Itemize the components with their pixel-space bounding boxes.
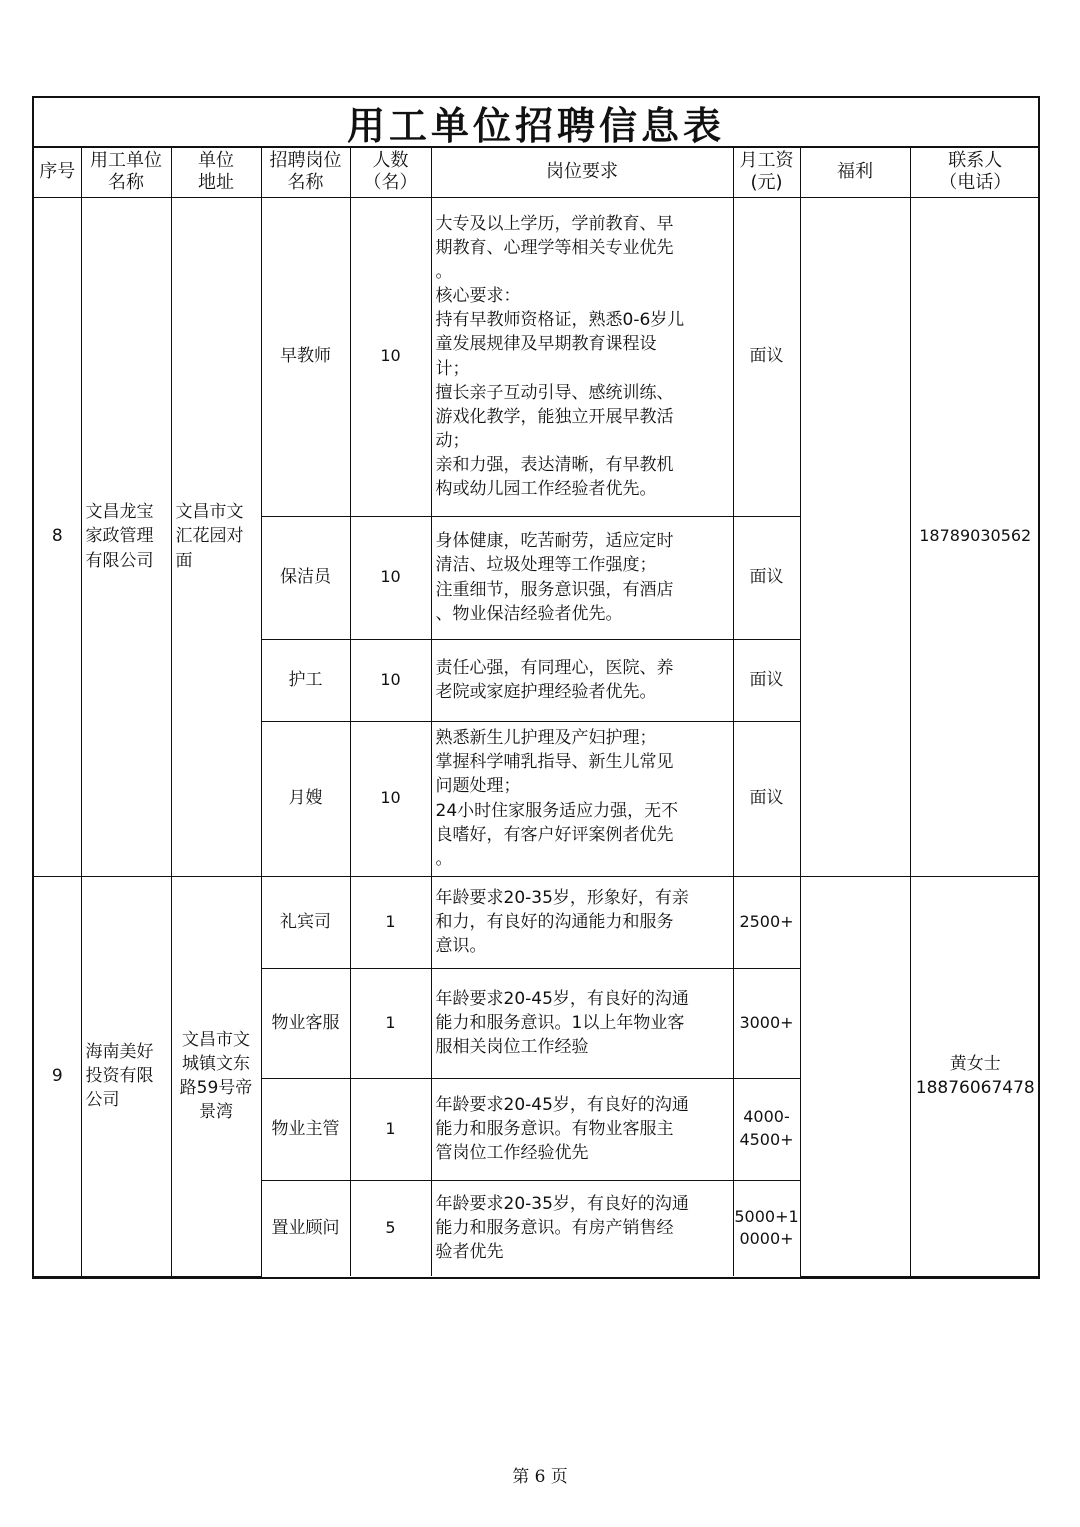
count-cell: 10: [350, 721, 431, 876]
requirements-cell: 年龄要求20-45岁，有良好的沟通 能力和服务意识。有物业客服主 管岗位工作经验优先: [431, 1078, 733, 1180]
position-cell: 置业顾问: [261, 1180, 350, 1276]
contact-phone: 18789030562: [919, 526, 1032, 546]
salary-cell: 面议: [733, 516, 800, 639]
table-title: 用工单位招聘信息表: [34, 98, 1038, 148]
requirements-cell: 大专及以上学历，学前教育、早 期教育、心理学等相关专业优先 。 核心要求： 持有早教师资格证，熟悉0-6岁儿 童发展规律及早期教育课程设 计； 擅长亲子互动引导、感统训练、 游戏化教学，能独立开展早教活 动； 亲和力强，表达清晰，有早教机 构或幼儿园工作经验者优先。: [431, 197, 733, 516]
company-name-cell: 文昌龙宝家政管理有限公司: [81, 197, 171, 876]
table-row: [34, 197, 1040, 516]
count-cell: 10: [350, 516, 431, 639]
salary-cell: 5000+10000+: [733, 1180, 800, 1276]
header-unit-name: 用工单位 名称: [81, 148, 171, 197]
header-row: [34, 148, 1040, 197]
company-name-cell: 海南美好投资有限公司: [81, 876, 171, 1276]
requirements-cell: 年龄要求20-45岁，有良好的沟通 能力和服务意识。1以上年物业客 服相关岗位工作经验: [431, 968, 733, 1078]
position-cell: 物业客服: [261, 968, 350, 1078]
position-cell: 保洁员: [261, 516, 350, 639]
company-address-cell: 文昌市文汇花园对面: [171, 197, 261, 876]
position-cell: 礼宾司: [261, 876, 350, 968]
header-unit-address: 单位 地址: [171, 148, 261, 197]
salary-cell: 面议: [733, 721, 800, 876]
position-cell: 月嫂: [261, 721, 350, 876]
benefits-cell: [800, 197, 910, 876]
contact-cell: [910, 197, 1040, 876]
contact-phone: 18876067478: [915, 1078, 1035, 1098]
salary-cell: 2500+: [733, 876, 800, 968]
count-cell: 5: [350, 1180, 431, 1276]
recruitment-table-sheet: [32, 96, 1040, 1279]
header-count: 人数 （名）: [350, 148, 431, 197]
seq-cell: 9: [34, 876, 81, 1276]
requirements-cell: 责任心强，有同理心，医院、养 老院或家庭护理经验者优先。: [431, 639, 733, 721]
seq-cell: 8: [34, 197, 81, 876]
requirements-cell: 身体健康，吃苦耐劳，适应定时 清洁、垃圾处理等工作强度； 注重细节，服务意识强，有酒店 、物业保洁经验者优先。: [431, 516, 733, 639]
company-address-cell: 文昌市文城镇文东路59号帝景湾: [171, 876, 261, 1276]
position-cell: 早教师: [261, 197, 350, 516]
header-position: 招聘岗位 名称: [261, 148, 350, 197]
count-cell: 10: [350, 639, 431, 721]
header-benefits: 福利: [800, 148, 910, 197]
count-cell: 1: [350, 1078, 431, 1180]
salary-cell: 4000-4500+: [733, 1078, 800, 1180]
position-cell: 物业主管: [261, 1078, 350, 1180]
requirements-cell: 熟悉新生儿护理及产妇护理； 掌握科学哺乳指导、新生儿常见 问题处理； 24小时住家服务适应力强，无不 良嗜好，有客户好评案例者优先 。: [431, 721, 733, 876]
position-cell: 护工: [261, 639, 350, 721]
benefits-cell: [800, 876, 910, 1276]
table-row: [34, 876, 1040, 968]
contact-name: 黄女士: [949, 1053, 1001, 1074]
header-requirements: 岗位要求: [431, 148, 733, 197]
header-seq: 序号: [34, 148, 81, 197]
contact-cell: [910, 876, 1040, 1276]
requirements-cell: 年龄要求20-35岁，有良好的沟通 能力和服务意识。有房产销售经 验者优先: [431, 1180, 733, 1276]
header-contact: 联系人 （电话）: [910, 148, 1040, 197]
count-cell: 1: [350, 876, 431, 968]
count-cell: 10: [350, 197, 431, 516]
count-cell: 1: [350, 968, 431, 1078]
requirements-cell: 年龄要求20-35岁，形象好，有亲 和力，有良好的沟通能力和服务 意识。: [431, 876, 733, 968]
page-number: 第 6 页: [512, 1467, 568, 1487]
salary-cell: 3000+: [733, 968, 800, 1078]
salary-cell: 面议: [733, 197, 800, 516]
recruitment-table: [34, 148, 1040, 1277]
header-salary: 月工资 (元): [733, 148, 800, 197]
salary-cell: 面议: [733, 639, 800, 721]
